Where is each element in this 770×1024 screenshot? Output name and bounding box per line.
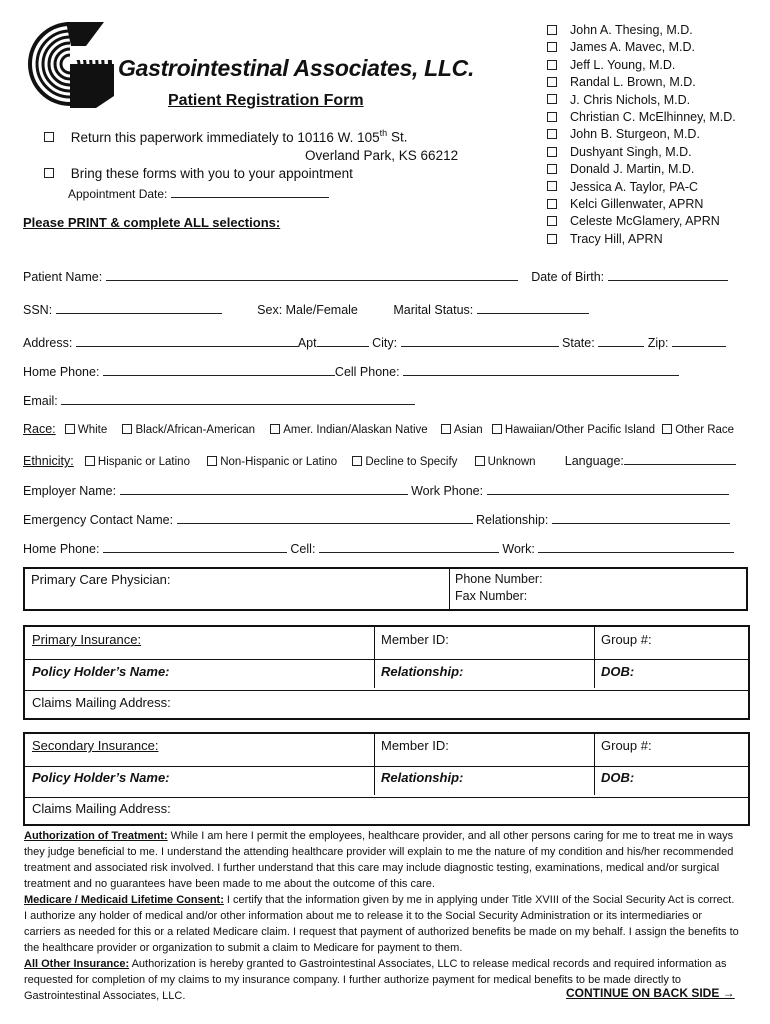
city-label: City: (372, 336, 398, 350)
ssn-row (23, 301, 589, 317)
company-name: Gastrointestinal Associates, LLC. (118, 55, 475, 81)
primary-group[interactable]: Group #: (601, 632, 652, 647)
ssn-line[interactable] (56, 301, 222, 314)
doctor-checkbox[interactable] (547, 234, 557, 244)
ethnicity-option[interactable]: Unknown (475, 456, 536, 468)
ethnicity-checkbox[interactable] (352, 456, 362, 466)
zip-line[interactable] (672, 334, 726, 347)
marital-label: Marital Status: (393, 303, 474, 317)
relationship-label: Relationship: (476, 513, 549, 527)
primary-dob[interactable]: DOB: (601, 664, 635, 679)
doctor-item[interactable]: Celeste McGlamery, APRN (547, 213, 736, 230)
other-insurance-paragraph: All Other Insurance: Authorization is hereby granted to Gastrointestinal Associates, LLC to release medical records and required information as requested for completion of my claims to my insurance company. I further authorize payment for medical benefits to be made directly to Gastrointestinal Associates, LLC. (24, 958, 727, 1002)
doctor-checkbox[interactable] (547, 199, 557, 209)
authorization-title: Authorization of Treatment: (24, 830, 168, 842)
secondary-member-id[interactable]: Member ID: (381, 738, 449, 753)
cell-phone-label: Cell Phone: (334, 365, 400, 379)
ethnicity-option[interactable]: Hispanic or Latino (85, 456, 190, 468)
return-sup: th (379, 128, 388, 138)
emergency-work-label: Work: (502, 542, 535, 556)
cell-phone-line[interactable] (403, 363, 679, 376)
doctor-list (547, 22, 736, 248)
secondary-holder[interactable]: Policy Holder’s Name: (32, 770, 170, 785)
primary-relationship[interactable]: Relationship: (381, 664, 464, 679)
doctor-item[interactable]: Tracy Hill, APRN (547, 231, 736, 248)
doctor-checkbox[interactable] (547, 25, 557, 35)
physician-box (23, 567, 748, 611)
phone-row (23, 363, 679, 379)
home-phone-label: Home Phone: (23, 365, 100, 379)
doctor-checkbox[interactable] (547, 42, 557, 52)
race-option[interactable]: Black/African-American (122, 424, 255, 436)
doctor-item[interactable]: Christian C. McElhinney, M.D. (547, 109, 736, 126)
primary-holder[interactable]: Policy Holder’s Name: (32, 664, 170, 679)
patient-name-line[interactable] (106, 268, 518, 281)
emergency-label: Emergency Contact Name: (23, 513, 174, 527)
apt-line[interactable] (317, 334, 369, 347)
language-line[interactable] (624, 452, 736, 465)
emergency-row (23, 511, 730, 527)
primary-member-id[interactable]: Member ID: (381, 632, 449, 647)
address-line[interactable] (76, 334, 298, 347)
medicare-paragraph: Medicare / Medicaid Lifetime Consent: I certify that the information given by me in applying under Title XVIII of the Social Security Act is correct. I authorize any holder of medical and/or other information about me to release it to the Social Security Administration or its intermediaries or carriers as needed for this or a related Medicare claim. I request that payment of authorized benefits be made on my behalf. I assign the benefits to the healthcare provider or organization to submit a claim to Medicare for payment to them. (24, 894, 739, 954)
language-label: Language: (564, 454, 624, 468)
race-checkbox[interactable] (662, 424, 672, 434)
doctor-checkbox[interactable] (547, 94, 557, 104)
sex-label: Sex: Male/Female (257, 303, 358, 317)
dob-line[interactable] (608, 268, 728, 281)
emergency-home-line[interactable] (103, 540, 287, 553)
secondary-insurance-box (23, 732, 750, 826)
secondary-claims[interactable]: Claims Mailing Address: (32, 801, 171, 816)
primary-claims[interactable]: Claims Mailing Address: (32, 695, 171, 710)
emergency-work-line[interactable] (538, 540, 734, 553)
secondary-insurance-title[interactable]: Secondary Insurance: (32, 738, 159, 753)
doctor-item[interactable]: Jeff L. Young, M.D. (547, 57, 736, 74)
employer-line[interactable] (120, 482, 408, 495)
ethnicity-checkbox[interactable] (207, 456, 217, 466)
secondary-dob[interactable]: DOB: (601, 770, 635, 785)
race-checkbox[interactable] (441, 424, 451, 434)
appointment-date-field[interactable] (68, 185, 329, 201)
ethnicity-checkbox[interactable] (85, 456, 95, 466)
return-checkbox[interactable] (44, 132, 54, 142)
work-phone-label: Work Phone: (411, 484, 484, 498)
print-instruction: Please PRINT & complete ALL selections: (23, 215, 281, 230)
doctor-item[interactable]: Randal L. Brown, M.D. (547, 74, 736, 91)
ethnicity-option[interactable]: Non-Hispanic or Latino (207, 456, 337, 468)
patient-name-label: Patient Name: (23, 270, 103, 284)
return-text: Return this paperwork immediately to 10116 W. 105 (70, 129, 380, 145)
marital-line[interactable] (477, 301, 589, 314)
doctor-checkbox[interactable] (547, 164, 557, 174)
employer-label: Employer Name: (23, 484, 117, 498)
doctor-checkbox[interactable] (547, 77, 557, 87)
race-checkbox[interactable] (65, 424, 75, 434)
pcp-fax-label[interactable]: Fax Number: (455, 589, 528, 603)
emergency-home-label: Home Phone: (23, 542, 100, 556)
appointment-label: Appointment Date: (68, 187, 168, 201)
continue-back-side: CONTINUE ON BACK SIDE → (566, 986, 735, 1000)
bring-text: Bring these forms with you to your appointment (70, 166, 353, 181)
doctor-item[interactable]: Donald J. Martin, M.D. (547, 161, 736, 178)
address-label: Address: (23, 336, 73, 350)
emergency-line[interactable] (177, 511, 473, 524)
ethnicity-label: Ethnicity: (23, 454, 74, 468)
authorization-paragraph: Authorization of Treatment: While I am here I permit the employees, healthcare provider, and all other persons caring for me to treat me in ways they judge beneficial to me. I understand the attending healthcare provider will explain to me the nature of my condition and his/her recommended treatment and associated risk involved. I further understand that this care may include diagnostic testing, examinations, medical and/or surgical treatment and no guarantees have been made to me about the outcome of this care. (24, 830, 734, 890)
secondary-group[interactable]: Group #: (601, 738, 652, 753)
zip-label: Zip: (647, 336, 669, 350)
race-checkbox[interactable] (492, 424, 502, 434)
email-row (23, 392, 415, 408)
race-label: Race: (23, 422, 56, 436)
race-option[interactable]: Asian (441, 424, 483, 436)
work-phone-line[interactable] (487, 482, 729, 495)
race-row (23, 422, 734, 436)
ethnicity-option[interactable]: Decline to Specify (352, 456, 457, 468)
secondary-relationship[interactable]: Relationship: (381, 770, 464, 785)
doctor-checkbox[interactable] (547, 112, 557, 122)
race-option[interactable]: Amer. Indian/Alaskan Native (270, 424, 427, 436)
race-checkbox[interactable] (270, 424, 280, 434)
race-checkbox[interactable] (122, 424, 132, 434)
address-row (23, 334, 726, 350)
race-option[interactable]: Other Race (662, 424, 734, 436)
doctor-item[interactable]: Dushyant Singh, M.D. (547, 144, 736, 161)
return-city: Overland Park, KS 66212 (305, 148, 459, 163)
appointment-line[interactable] (171, 185, 329, 198)
bring-option[interactable] (44, 166, 353, 181)
bring-checkbox[interactable] (44, 168, 54, 178)
doctor-checkbox[interactable] (547, 129, 557, 139)
employer-row (23, 482, 729, 498)
doctor-item[interactable]: John B. Sturgeon, M.D. (547, 126, 736, 143)
dob-label: Date of Birth: (531, 270, 605, 284)
city-line[interactable] (401, 334, 559, 347)
emergency-phone-row (23, 540, 734, 556)
medicare-title: Medicare / Medicaid Lifetime Consent: (24, 894, 224, 906)
email-line[interactable] (61, 392, 415, 405)
home-phone-line[interactable] (103, 363, 335, 376)
form-title: Patient Registration Form (168, 92, 364, 109)
emergency-cell-line[interactable] (319, 540, 499, 553)
doctor-checkbox[interactable] (547, 181, 557, 191)
email-label: Email: (23, 394, 58, 408)
ethnicity-row (23, 452, 736, 468)
company-logo (26, 18, 116, 110)
legal-text (24, 828, 740, 1004)
other-insurance-title: All Other Insurance: (24, 958, 130, 970)
ethnicity-checkbox[interactable] (475, 456, 485, 466)
emergency-cell-label: Cell: (290, 542, 316, 556)
pcp-phone-label[interactable]: Phone Number: (455, 572, 543, 586)
doctor-checkbox[interactable] (547, 147, 557, 157)
doctor-item[interactable]: James A. Mavec, M.D. (547, 39, 736, 56)
primary-insurance-box (23, 625, 750, 720)
state-label: State: (562, 336, 595, 350)
state-line[interactable] (598, 334, 644, 347)
doctor-item[interactable]: John A. Thesing, M.D. (547, 22, 736, 39)
race-option[interactable]: White (65, 424, 107, 436)
doctor-item[interactable]: J. Chris Nichols, M.D. (547, 92, 736, 109)
return-tail: St. (387, 129, 408, 145)
race-option[interactable]: Hawaiian/Other Pacific Island (492, 424, 655, 436)
doctor-item[interactable]: Jessica A. Taylor, PA-C (547, 179, 736, 196)
relationship-line[interactable] (552, 511, 730, 524)
pcp-label[interactable]: Primary Care Physician: (31, 572, 171, 587)
primary-insurance-title[interactable]: Primary Insurance: (32, 632, 142, 647)
doctor-item[interactable]: Kelci Gillenwater, APRN (547, 196, 736, 213)
doctor-checkbox[interactable] (547, 216, 557, 226)
return-option[interactable] (44, 128, 407, 145)
patient-name-row (23, 268, 728, 284)
doctor-checkbox[interactable] (547, 60, 557, 70)
apt-label: Apt (297, 336, 317, 350)
ssn-label: SSN: (23, 303, 53, 317)
